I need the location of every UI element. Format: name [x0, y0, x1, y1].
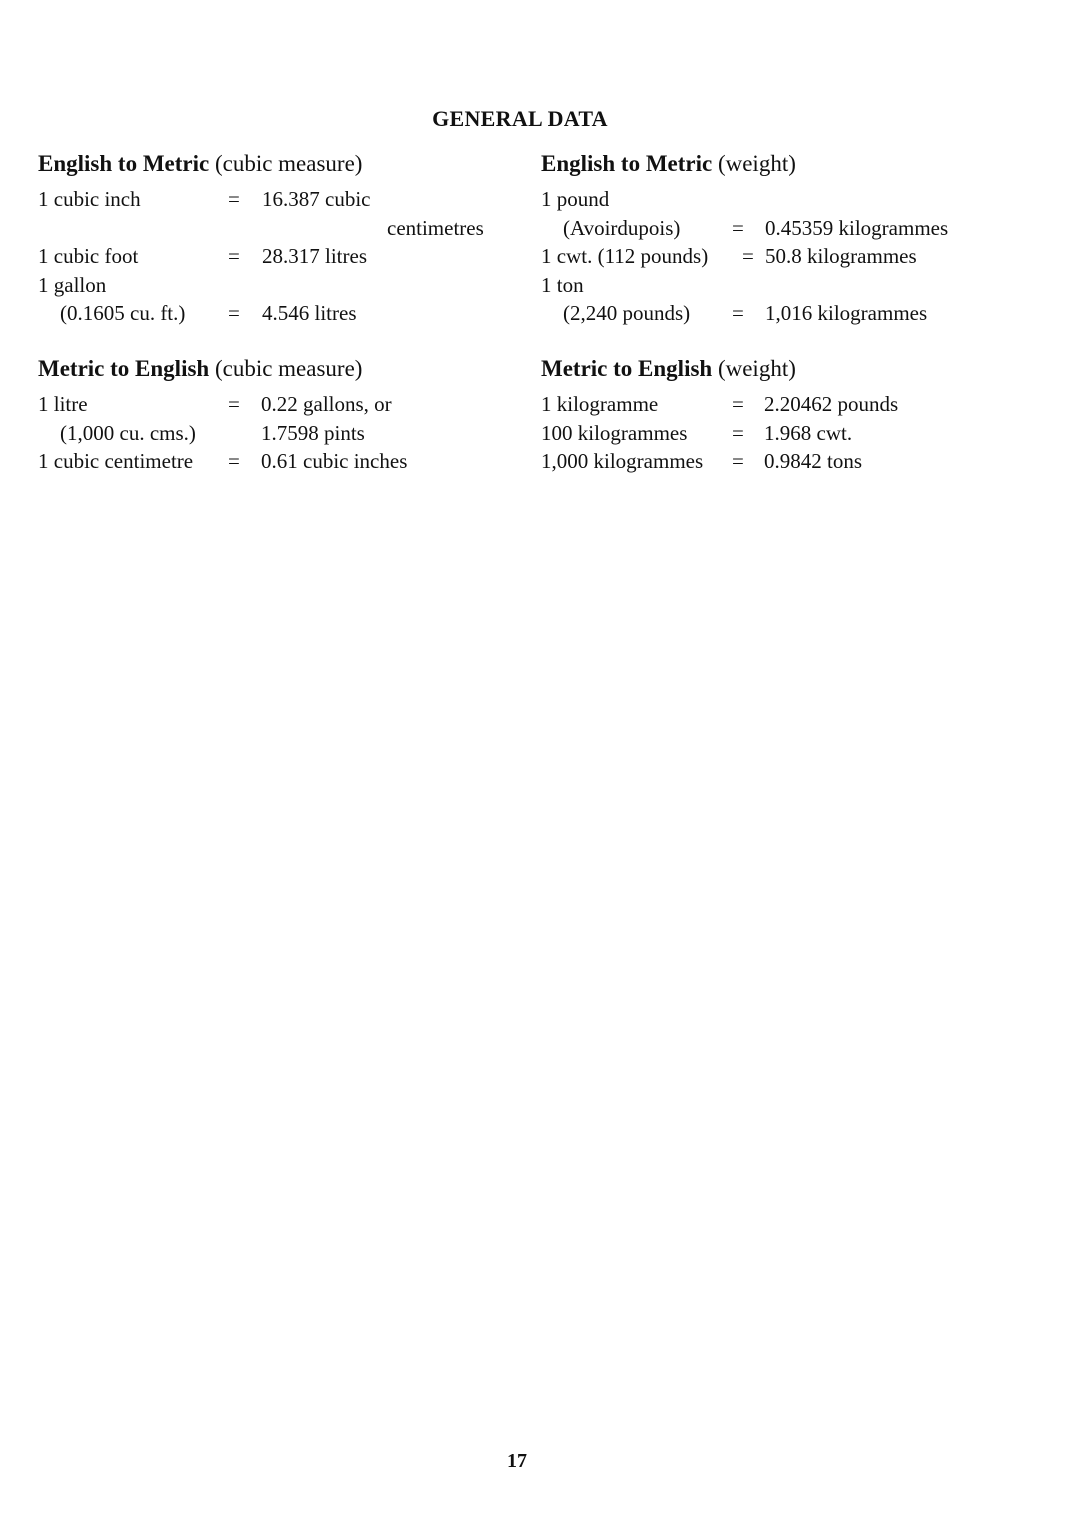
section-heading-qualifier: (cubic measure) — [214, 356, 363, 381]
section-heading-main: Metric to English — [38, 356, 210, 381]
section-heading-qualifier: (weight) — [717, 151, 796, 176]
unit-from: 1 cubic centimetre — [38, 449, 194, 473]
unit-from: 1 ton — [541, 272, 584, 297]
conversion-row — [541, 185, 1021, 214]
conversion-row — [541, 242, 1021, 271]
unit-from-detail: (1,000 cu. cms.) — [60, 420, 196, 445]
section-heading-qualifier: (cubic measure) — [214, 151, 363, 176]
section-heading — [38, 356, 518, 382]
unit-from: 1 kilogramme — [541, 392, 659, 416]
section-heading-main: Metric to English — [541, 356, 713, 381]
unit-to: 1.7598 pints — [261, 420, 365, 445]
equals-sign: = — [732, 215, 744, 240]
equals-sign: = — [228, 301, 240, 325]
conversion-row — [541, 390, 1021, 419]
unit-from: 1 cwt. (112 pounds) — [541, 244, 709, 268]
equals-sign: = — [228, 187, 240, 211]
equals-sign: = — [732, 449, 744, 473]
unit-to: 0.45359 kilogrammes — [765, 215, 949, 240]
conversion-row — [38, 271, 518, 300]
equals-sign: = — [228, 244, 240, 268]
section-english-metric-cubic — [38, 151, 518, 328]
unit-to: 1,016 kilogrammes — [765, 301, 928, 325]
equals-sign: = — [732, 392, 744, 416]
unit-from-detail: (Avoirdupois) — [563, 215, 681, 240]
conversion-row — [38, 214, 518, 243]
equals-sign: = — [228, 449, 240, 473]
unit-to: 16.387 cubic — [262, 187, 371, 211]
page-title: GENERAL DATA — [432, 106, 608, 131]
unit-from: 1,000 kilogrammes — [541, 449, 704, 473]
unit-to: 0.61 cubic inches — [261, 449, 408, 473]
section-heading-qualifier: (weight) — [717, 356, 796, 381]
section-metric-english-cubic — [38, 356, 518, 476]
unit-to: 1.968 cwt. — [764, 420, 853, 445]
section-english-metric-weight — [541, 151, 1021, 328]
unit-from: 1 gallon — [38, 272, 107, 297]
equals-sign: = — [742, 244, 754, 268]
unit-from: 1 cubic inch — [38, 187, 141, 211]
conversion-row — [541, 447, 1021, 476]
conversion-row — [541, 419, 1021, 448]
unit-from: 100 kilogrammes — [541, 420, 688, 445]
conversion-row — [38, 390, 518, 419]
unit-from: 1 pound — [541, 187, 610, 211]
conversion-row — [541, 271, 1021, 300]
conversion-row — [38, 185, 518, 214]
section-heading — [541, 356, 1021, 382]
conversion-row — [38, 419, 518, 448]
unit-to: 4.546 litres — [262, 301, 357, 325]
unit-to: 2.20462 pounds — [764, 392, 899, 416]
unit-to-continued: centimetres — [387, 215, 484, 240]
section-heading-main: English to Metric — [541, 151, 713, 176]
section-heading-main: English to Metric — [38, 151, 210, 176]
unit-to: 50.8 kilogrammes — [765, 244, 917, 268]
conversion-row — [38, 242, 518, 271]
equals-sign: = — [732, 301, 744, 325]
conversion-row — [541, 299, 1021, 328]
unit-from: 1 litre — [38, 392, 88, 416]
unit-to: 0.22 gallons, or — [261, 392, 392, 416]
page-number: 17 — [507, 1450, 527, 1472]
unit-from: 1 cubic foot — [38, 244, 139, 268]
section-heading — [38, 151, 518, 177]
section-metric-english-weight — [541, 356, 1021, 476]
conversion-row — [38, 299, 518, 328]
unit-to: 28.317 litres — [262, 244, 367, 268]
equals-sign: = — [732, 420, 744, 445]
unit-from-detail: (2,240 pounds) — [563, 301, 691, 325]
section-heading — [541, 151, 1021, 177]
equals-sign: = — [228, 392, 240, 416]
unit-from-detail: (0.1605 cu. ft.) — [60, 301, 186, 325]
unit-to: 0.9842 tons — [764, 449, 863, 473]
conversion-row — [38, 447, 518, 476]
conversion-row — [541, 214, 1021, 243]
